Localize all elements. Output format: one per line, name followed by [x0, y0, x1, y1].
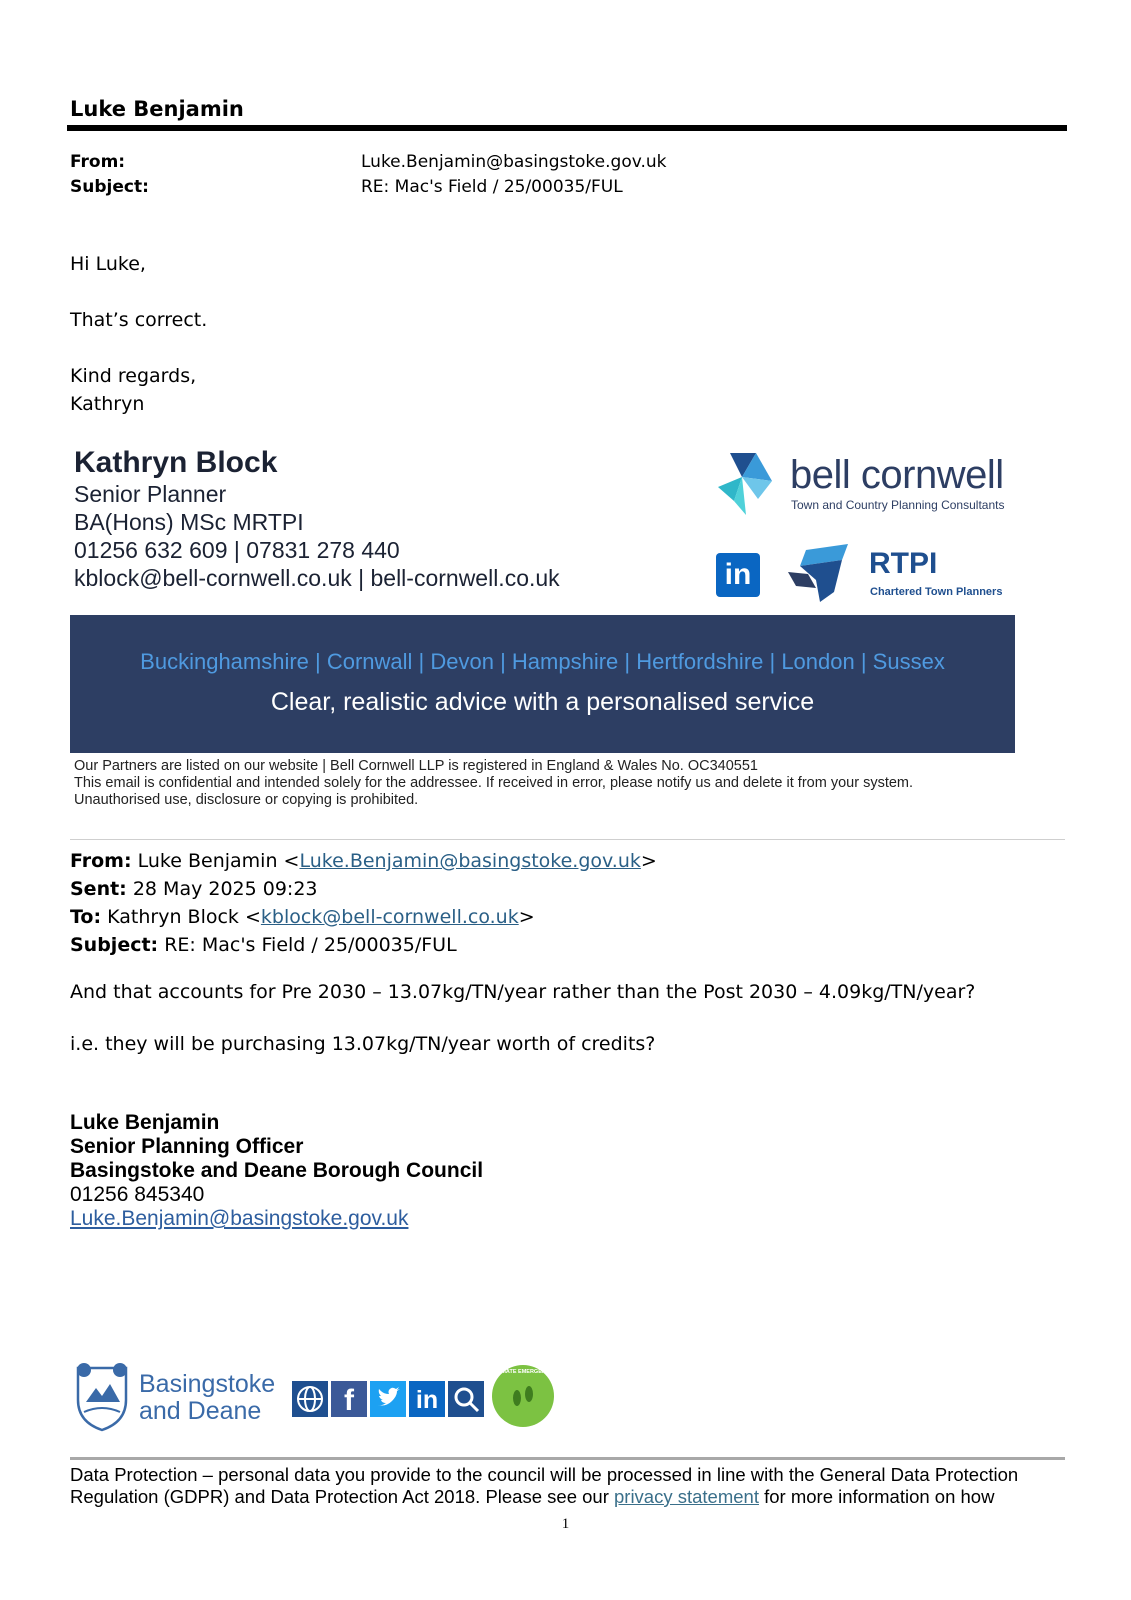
twitter-icon[interactable]: [370, 1381, 406, 1417]
climate-emergency-label: CLIMATE EMERGENCY: [492, 1369, 554, 1375]
bell-cornwell-tagline: Town and Country Planning Consultants: [791, 498, 1005, 512]
facebook-icon[interactable]: f: [331, 1381, 367, 1417]
lb-signature-email-link[interactable]: Luke.Benjamin@basingstoke.gov.uk: [70, 1207, 409, 1230]
lb-signature-org: Basingstoke and Deane Borough Council: [70, 1159, 484, 1182]
disclaimer-line-3: Unauthorised use, disclosure or copying is prohibited.: [74, 792, 419, 808]
greeting: Hi Luke,: [70, 253, 146, 275]
lb-signature-name: Luke Benjamin: [70, 1111, 220, 1134]
header-divider: [67, 125, 1067, 131]
email-disclaimer: [74, 758, 913, 809]
quoted-body-line-2: i.e. they will be purchasing 13.07kg/TN/year worth of credits?: [70, 1033, 656, 1055]
linkedin-icon[interactable]: in: [716, 553, 760, 597]
from-label: From:: [70, 152, 126, 172]
data-protection-notice: Data Protection – personal data you provide to the council will be processed in line with the General Data Protection Regulation (GDPR) and Data Protection Act 2018. Please see our privacy statement for more information on how: [70, 1464, 1019, 1507]
rtpi-logo-icon: [786, 542, 856, 606]
signature-contact[interactable]: kblock@bell-cornwell.co.uk | bell-cornwell.co.uk: [74, 565, 560, 591]
quoted-sent-line: Sent: 28 May 2025 09:23: [70, 878, 318, 900]
from-value: Luke.Benjamin@basingstoke.gov.uk: [361, 152, 667, 172]
bell-cornwell-wordmark: bell cornwell: [790, 453, 1004, 497]
quoted-from-email-link[interactable]: Luke.Benjamin@basingstoke.gov.uk: [299, 850, 641, 872]
subject-value: RE: Mac's Field / 25/00035/FUL: [361, 177, 623, 197]
subject-label: Subject:: [70, 177, 149, 197]
quoted-from-line: From: Luke Benjamin <Luke.Benjamin@basingstoke.gov.uk>: [70, 850, 657, 872]
disclaimer-line-1: Our Partners are listed on our website | Bell Cornwell LLP is registered in England & Wales No. OC340551: [74, 758, 758, 774]
lb-signature-title: Senior Planning Officer: [70, 1135, 304, 1158]
rtpi-tagline: Chartered Town Planners: [870, 586, 1003, 598]
quoted-to-line: To: Kathryn Block <kblock@bell-cornwell.co.uk>: [70, 906, 535, 928]
quoted-to-email-link[interactable]: kblock@bell-cornwell.co.uk: [260, 906, 519, 928]
globe-icon[interactable]: [292, 1381, 328, 1417]
signature-phones: 01256 632 609 | 07831 278 440: [74, 537, 400, 563]
bell-cornwell-logo-icon: [716, 451, 782, 517]
kathryn-signature: [74, 446, 560, 592]
quoted-subject-line: Subject: RE: Mac's Field / 25/00035/FUL: [70, 934, 457, 956]
bell-cornwell-banner: [70, 615, 1015, 753]
rtpi-wordmark: RTPI: [869, 547, 938, 580]
page-number: 1: [561, 1516, 570, 1532]
linkedin-small-icon[interactable]: in: [409, 1381, 445, 1417]
banner-regions: Buckinghamshire | Cornwall | Devon | Hampshire | Hertfordshire | London | Sussex: [140, 649, 945, 674]
privacy-statement-link[interactable]: privacy statement: [614, 1486, 759, 1507]
disclaimer-line-2: This email is confidential and intended solely for the addressee. If received in error, please notify us and delete it from your system.: [74, 775, 914, 791]
reply-line: That’s correct.: [70, 309, 208, 331]
banner-tagline: Clear, realistic advice with a personalised service: [270, 688, 815, 716]
search-icon[interactable]: [448, 1381, 484, 1417]
lb-signature-phone: 01256 845340: [70, 1183, 205, 1206]
quoted-body-line-1: And that accounts for Pre 2030 – 13.07kg/TN/year rather than the Post 2030 – 4.09kg/TN/year?: [70, 981, 976, 1003]
signature-title: Senior Planner: [74, 481, 227, 507]
signature-name: Kathryn Block: [74, 446, 278, 479]
signature-qualifications: BA(Hons) MSc MRTPI: [74, 509, 304, 535]
closing: Kind regards,: [70, 365, 197, 387]
footer-divider: [70, 1457, 1065, 1460]
document-header-name: Luke Benjamin: [70, 97, 244, 121]
luke-signature: [70, 1111, 483, 1231]
quoted-email-divider: [70, 839, 1065, 840]
basingstoke-and-deane-wordmark: Basingstoke and Deane: [139, 1370, 276, 1425]
quoted-email-header: [70, 847, 657, 959]
basingstoke-crest-icon: [72, 1360, 132, 1432]
signoff: Kathryn: [70, 393, 145, 415]
climate-emergency-badge: [491, 1364, 555, 1428]
